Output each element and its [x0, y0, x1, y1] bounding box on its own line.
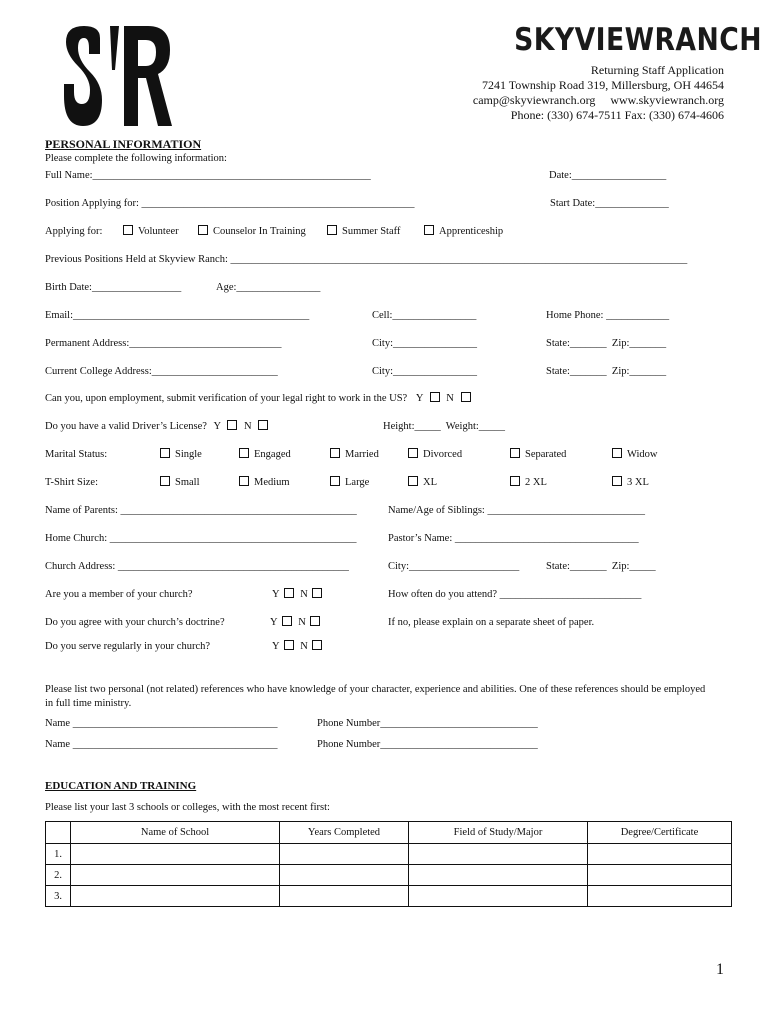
pastor-name-field[interactable]: Pastor’s Name: ___________________________________ — [388, 533, 639, 544]
full-name-field[interactable]: Full Name:_____________________________________________________ — [45, 170, 371, 181]
legal-right-question: Can you, upon employment, submit verification of your legal right to work in the US? Y N — [45, 392, 471, 405]
church-city-field[interactable]: City:_____________________ — [388, 561, 520, 572]
tshirt-size-label: T-Shirt Size: — [45, 477, 98, 488]
years-completed-cell[interactable] — [280, 844, 409, 865]
marital-separated-option[interactable]: Separated — [510, 448, 566, 461]
apprenticeship-checkbox[interactable] — [424, 225, 434, 235]
age-field[interactable]: Age:________________ — [216, 282, 321, 293]
years-completed-header: Years Completed — [280, 822, 409, 844]
siblings-field[interactable]: Name/Age of Siblings: ______________________________ — [388, 505, 645, 516]
skyview-ranch-logo-mark — [62, 24, 174, 128]
marital-status-label: Marital Status: — [45, 449, 108, 460]
reference-2-phone-field[interactable]: Phone Number______________________________ — [317, 739, 538, 750]
document-title: Returning Staff Application — [590, 63, 724, 77]
marital-single-option[interactable]: Single — [160, 448, 202, 461]
drivers-license-no-checkbox[interactable] — [258, 420, 268, 430]
summer-staff-checkbox[interactable] — [327, 225, 337, 235]
row-number-header — [46, 822, 71, 844]
college-city-field[interactable]: City:________________ — [372, 366, 478, 377]
small-checkbox[interactable] — [160, 476, 170, 486]
tshirt-medium-option[interactable]: Medium — [239, 476, 290, 489]
drivers-license-question: Do you have a valid Driver’s License? Y N — [45, 420, 268, 433]
years-completed-cell[interactable] — [280, 886, 409, 907]
field-of-study-header: Field of Study/Major — [409, 822, 588, 844]
school-name-cell[interactable] — [71, 865, 280, 886]
serve-no-checkbox[interactable] — [312, 640, 322, 650]
doctrine-explanation-note: If no, please explain on a separate sheet of paper. — [388, 617, 595, 628]
widow-checkbox[interactable] — [612, 448, 622, 458]
3xl-checkbox[interactable] — [612, 476, 622, 486]
skyview-ranch-wordmark: SKYVIEWRANCH — [514, 22, 762, 58]
permanent-address-field[interactable]: Permanent Address:_____________________________ — [45, 338, 282, 349]
church-member-question: Are you a member of your church? — [45, 589, 193, 600]
field-of-study-cell[interactable] — [409, 844, 588, 865]
doctrine-yes-checkbox[interactable] — [282, 616, 292, 626]
degree-cell[interactable] — [588, 886, 732, 907]
tshirt-small-option[interactable]: Small — [160, 476, 200, 489]
doctrine-no-checkbox[interactable] — [310, 616, 320, 626]
marital-widow-option[interactable]: Widow — [612, 448, 658, 461]
church-address-field[interactable]: Church Address: ____________________________________________ — [45, 561, 349, 572]
volunteer-checkbox[interactable] — [123, 225, 133, 235]
personal-information-heading: PERSONAL INFORMATION — [45, 137, 202, 151]
applying-for-label: Applying for: — [45, 226, 103, 237]
reference-1-name-field[interactable]: Name _______________________________________ — [45, 718, 278, 729]
reference-2-name-field[interactable]: Name _______________________________________ — [45, 739, 278, 750]
tshirt-3xl-option[interactable]: 3 XL — [612, 476, 649, 489]
references-intro: Please list two personal (not related) references who have knowledge of your character, experience and abilities. One of these references should be employed in full time ministry. — [45, 684, 706, 709]
tshirt-large-option[interactable]: Large — [330, 476, 369, 489]
summer-staff-option[interactable]: Summer Staff — [327, 225, 400, 238]
home-phone-field[interactable]: Home Phone: ____________ — [546, 310, 670, 321]
field-of-study-cell[interactable] — [409, 865, 588, 886]
position-applying-field[interactable]: Position Applying for: ____________________________________________________ — [45, 198, 415, 209]
years-completed-cell[interactable] — [280, 865, 409, 886]
married-checkbox[interactable] — [330, 448, 340, 458]
college-state-zip-field[interactable]: State:_______ Zip:_______ — [546, 366, 667, 377]
school-name-cell[interactable] — [71, 886, 280, 907]
engaged-checkbox[interactable] — [239, 448, 249, 458]
camp-phone-fax: Phone: (330) 674-7511 Fax: (330) 674-4606 — [510, 108, 724, 122]
table-row — [46, 886, 732, 907]
church-doctrine-yn: Y N — [270, 616, 320, 629]
legal-right-no-checkbox[interactable] — [461, 392, 471, 402]
drivers-license-yes-checkbox[interactable] — [227, 420, 237, 430]
camp-email-website: camp@skyviewranch.org www.skyviewranch.org — [472, 93, 724, 107]
marital-divorced-option[interactable]: Divorced — [408, 448, 462, 461]
marital-engaged-option[interactable]: Engaged — [239, 448, 291, 461]
school-name-header: Name of School — [71, 822, 280, 844]
xl-checkbox[interactable] — [408, 476, 418, 486]
home-church-field[interactable]: Home Church: _______________________________________________ — [45, 533, 357, 544]
school-name-cell[interactable] — [71, 844, 280, 865]
permanent-state-zip-field[interactable]: State:_______ Zip:_______ — [546, 338, 667, 349]
medium-checkbox[interactable] — [239, 476, 249, 486]
degree-cell[interactable] — [588, 844, 732, 865]
legal-right-yes-checkbox[interactable] — [430, 392, 440, 402]
2xl-checkbox[interactable] — [510, 476, 520, 486]
volunteer-option[interactable]: Volunteer — [123, 225, 179, 238]
education-table-header — [46, 822, 732, 844]
height-weight-field[interactable]: Height:_____ Weight:_____ — [383, 421, 506, 432]
row-number: 3. — [46, 886, 71, 907]
marital-married-option[interactable]: Married — [330, 448, 379, 461]
birth-date-field[interactable]: Birth Date:_________________ — [45, 282, 182, 293]
row-number: 1. — [46, 844, 71, 865]
church-state-zip-field[interactable]: State:_______ Zip:_____ — [546, 561, 656, 572]
counselor-in-training-option[interactable]: Counselor In Training — [198, 225, 306, 238]
college-address-field[interactable]: Current College Address:________________________ — [45, 366, 278, 377]
tshirt-xl-option[interactable]: XL — [408, 476, 437, 489]
education-intro: Please list your last 3 schools or colleges, with the most recent first: — [45, 802, 330, 813]
member-yes-checkbox[interactable] — [284, 588, 294, 598]
church-serve-yn: Y N — [272, 640, 322, 653]
parents-field[interactable]: Name of Parents: _____________________________________________ — [45, 505, 357, 516]
previous-positions-field[interactable]: Previous Positions Held at Skyview Ranch: _______________________________________________________________________________________ — [45, 254, 688, 265]
reference-1-phone-field[interactable]: Phone Number______________________________ — [317, 718, 538, 729]
church-serve-question: Do you serve regularly in your church? — [45, 641, 211, 652]
degree-cell[interactable] — [588, 865, 732, 886]
apprenticeship-option[interactable]: Apprenticeship — [424, 225, 503, 238]
page-number: 1 — [716, 961, 724, 978]
start-date-field[interactable]: Start Date:______________ — [550, 198, 669, 209]
tshirt-2xl-option[interactable]: 2 XL — [510, 476, 547, 489]
permanent-city-field[interactable]: City:________________ — [372, 338, 478, 349]
member-no-checkbox[interactable] — [312, 588, 322, 598]
counselor-in-training-checkbox[interactable] — [198, 225, 208, 235]
row-number: 2. — [46, 865, 71, 886]
email-field[interactable]: Email:_____________________________________________ — [45, 310, 310, 321]
degree-header: Degree/Certificate — [588, 822, 732, 844]
single-checkbox[interactable] — [160, 448, 170, 458]
church-member-yn: Y N — [272, 588, 322, 601]
education-table — [45, 821, 732, 907]
education-heading: EDUCATION AND TRAINING — [45, 780, 197, 792]
large-checkbox[interactable] — [330, 476, 340, 486]
field-of-study-cell[interactable] — [409, 886, 588, 907]
divorced-checkbox[interactable] — [408, 448, 418, 458]
table-row — [46, 844, 732, 865]
cell-field[interactable]: Cell:________________ — [372, 310, 477, 321]
table-row — [46, 865, 732, 886]
attendance-frequency-field[interactable]: How often do you attend? ___________________________ — [388, 589, 642, 600]
serve-yes-checkbox[interactable] — [284, 640, 294, 650]
separated-checkbox[interactable] — [510, 448, 520, 458]
camp-address: 7241 Township Road 319, Millersburg, OH 44654 — [481, 78, 724, 92]
church-doctrine-question: Do you agree with your church’s doctrine? — [45, 617, 225, 628]
personal-intro: Please complete the following information: — [45, 153, 227, 164]
date-field[interactable]: Date:__________________ — [549, 170, 667, 181]
